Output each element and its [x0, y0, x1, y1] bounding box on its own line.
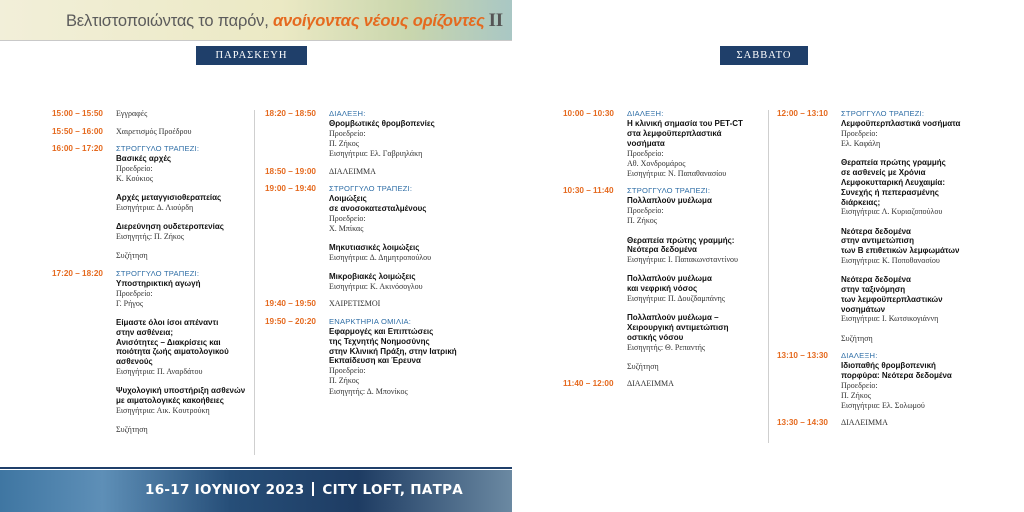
session-info: Εισηγητής: Θ. Ρεπαντής [627, 342, 706, 352]
talk-title: Λεμφοϋπερπλαστικά νοσήματα [841, 119, 961, 129]
talk-title: Αρχές μεταγγισιοθεραπείας [116, 193, 222, 203]
talk-title: Η κλινική σημασία του PET-CT [627, 119, 743, 129]
session [777, 351, 1017, 411]
session-info: Προεδρείο: [329, 129, 366, 138]
session-details [329, 184, 431, 292]
session-details [116, 127, 191, 138]
session-info: Π. Ζήκος [841, 390, 871, 400]
talk-title: Συνεχής ή πεπερασμένης [841, 187, 939, 197]
session-info: Συζήτηση [627, 361, 659, 371]
session [563, 186, 763, 372]
spacer [116, 242, 224, 251]
conference-tagline [66, 10, 503, 32]
session-info: Εισηγητής: Π. Ζήκος [116, 232, 184, 242]
session-type-label: ΣΤΡΟΓΓΥΛΟ ΤΡΑΠΕΖΙ: [116, 268, 200, 278]
session-time: 16:00 – 17:20 [52, 144, 103, 153]
session-details [329, 167, 376, 178]
session-info: ΔΙΑΛΕΙΜΜΑ [329, 166, 376, 176]
talk-title: Πολλαπλούν μυέλωμα [627, 274, 712, 284]
session-info: ΔΙΑΛΕΙΜΜΑ [627, 379, 674, 388]
session-info: Χ. Μπίκας [329, 224, 364, 234]
session-info: Εισηγήτρια: Κ. Ακινόσογλου [329, 282, 423, 292]
session-time: 11:40 – 12:00 [563, 379, 614, 388]
talk-title: των λεμφοϋπερπλαστικών [841, 294, 943, 304]
spacer [116, 377, 245, 386]
saturday-schedule-col-2 [777, 109, 1017, 436]
session-info: Προεδρείο: [329, 213, 366, 223]
spacer [329, 234, 431, 243]
session [265, 184, 505, 292]
talk-title: στην ταξινόμηση [841, 284, 906, 294]
talk-title: Νεότερα δεδομένα [841, 226, 911, 236]
talk-title: Ψυχολογική υποστήριξη ασθενών [116, 386, 246, 396]
friday-schedule-col-1 [52, 109, 250, 442]
event-venue: CITY LOFT, ΠΑΤΡΑ [322, 482, 464, 498]
session-time: 17:20 – 18:20 [52, 268, 103, 278]
talk-title: Πολλαπλούν μυέλωμα [627, 196, 712, 206]
session [563, 379, 763, 390]
spacer [329, 263, 431, 272]
talk-title: σε ασθενείς με Χρόνια [841, 168, 926, 178]
session-details [116, 144, 224, 262]
session-type-label: ΔΙΑΛΕΞΗ: [627, 109, 664, 118]
spacer [116, 416, 245, 425]
session-info: Εισηγήτρια: Λ. Κυριαζοπούλου [841, 207, 943, 217]
session-info: Ελ. Καφάλη [841, 139, 881, 149]
session-details [627, 109, 743, 179]
session-time: 10:00 – 10:30 [563, 109, 614, 118]
session-type-label: ΣΤΡΟΓΓΥΛΟ ΤΡΑΠΕΖΙ: [841, 109, 925, 118]
spacer [627, 265, 738, 274]
session-details [627, 186, 738, 372]
session-time: 15:00 – 15:50 [52, 109, 103, 118]
session [265, 167, 505, 178]
session-info: Π. Ζήκος [329, 139, 359, 149]
session-details [116, 109, 147, 120]
session-details [841, 109, 960, 344]
session-info: Εισηγητής: Δ. Μπονίκος [329, 386, 408, 396]
session-info: Προεδρείο: [329, 366, 366, 376]
talk-title: Λεμφοκυτταρική Λευχαιμία: [841, 178, 945, 187]
session-info: Π. Ζήκος [329, 376, 359, 386]
talk-title: Μικροβιακές λοιμώξεις [329, 272, 416, 282]
spacer [841, 149, 960, 158]
spacer [627, 304, 738, 313]
talk-title: της Τεχνητής Νοημοσύνης [329, 336, 430, 346]
session [265, 317, 505, 397]
session-info: Χαιρετισμός Προέδρου [116, 126, 192, 136]
saturday-schedule-col-1 [563, 109, 763, 397]
friday-schedule-col-2 [265, 109, 505, 404]
spacer [841, 325, 960, 334]
session-time: 18:50 – 19:00 [265, 166, 316, 176]
spacer [116, 213, 224, 222]
session-info: Εισηγήτρια: Π. Δουζδαμπάνης [627, 294, 725, 303]
session-time: 19:40 – 19:50 [265, 299, 316, 309]
talk-title: Λοιμώξεις [329, 194, 367, 204]
spacer [627, 227, 738, 236]
talk-title: Χειρουργική αντιμετώπιση [627, 323, 729, 332]
session-info: Προεδρείο: [627, 148, 664, 158]
talk-title: στην αντιμετώπιση [841, 236, 915, 246]
session-time: 18:20 – 18:50 [265, 109, 316, 118]
tagline-emphasis: ανοίγοντας νέους ορίζοντες [273, 12, 485, 30]
talk-title: Θεραπεία πρώτης γραμμής: [627, 235, 735, 245]
session-type-label: ΕΝΑΡΚΤΗΡΙΑ ΟΜΙΛΙΑ: [329, 316, 412, 326]
talk-title: Ιδιοπαθής θρομβοπενική [841, 360, 936, 370]
talk-title: Πολλαπλούν μυέλωμα – [627, 313, 719, 323]
session-details [329, 109, 435, 160]
session-details [116, 269, 245, 436]
talk-title: Νεότερα δεδομένα [627, 245, 697, 255]
session-type-label: ΔΙΑΛΕΞΗ: [329, 109, 366, 118]
talk-title: στα λεμφοϋπερπλαστικά [627, 129, 722, 138]
session-info: Προεδρείο: [116, 164, 153, 173]
session-info: Εισηγήτρια: Ελ. Γαβριηλάκη [329, 149, 423, 159]
session-info: Π. Ζήκος [627, 216, 657, 226]
venue-separator [312, 482, 314, 496]
talk-title: οστικής νόσου [627, 332, 684, 342]
session-type-label: ΣΤΡΟΓΓΥΛΟ ΤΡΑΠΕΖΙ: [627, 186, 711, 196]
talk-title: Διερεύνηση ουδετεροπενίας [116, 222, 224, 232]
session-time: 19:50 – 20:20 [265, 316, 316, 326]
session-details [841, 418, 888, 429]
talk-title: σε ανοσοκατεσταλμένους [329, 204, 427, 214]
session-info: Συζήτηση [116, 251, 148, 261]
session-info: Προεδρείο: [627, 206, 664, 216]
talk-title: νοσημάτων [841, 304, 886, 314]
talk-title: των Β επιθετικών λεμφωμάτων [841, 246, 960, 256]
session-info: Εισηγήτρια: Π. Αναρδάτου [116, 367, 203, 376]
session-time: 10:30 – 11:40 [563, 186, 614, 196]
talk-title: στην ασθένεια; [116, 327, 173, 337]
talk-title: Εφαρμογές και Επιπτώσεις [329, 327, 434, 337]
talk-title: Ανισότητες – Διακρίσεις και [116, 337, 221, 347]
talk-title: ασθενούς [116, 357, 153, 367]
talk-title: και νεφρική νόσος [627, 284, 698, 294]
session-info: Εγγραφές [116, 109, 148, 118]
session-info: Εισηγήτρια: Δ. Λιούρδη [116, 203, 194, 213]
talk-title: πορφύρα: Νεότερα δεδομένα [841, 370, 952, 380]
session-time: 19:00 – 19:40 [265, 184, 316, 194]
session-info: Εισηγήτρια: Κ. Ποποθανασίου [841, 255, 940, 265]
session-info: Εισηγήτρια: Δ. Δημητροπούλου [329, 253, 432, 263]
session-time: 15:50 – 16:00 [52, 126, 103, 136]
talk-title: Υποστηρικτική αγωγή [116, 278, 201, 288]
talk-title: Νεότερα δεδομένα [841, 275, 911, 285]
session-time: 13:30 – 14:30 [777, 418, 828, 428]
session-info: Γ. Ρήγος [116, 298, 143, 308]
session [52, 109, 250, 120]
session-type-label: ΣΤΡΟΓΓΥΛΟ ΤΡΑΠΕΖΙ: [116, 144, 200, 153]
session [777, 109, 1017, 344]
session-info: Κ. Κούκιος [116, 174, 153, 184]
session-type-label: ΣΤΡΟΓΓΥΛΟ ΤΡΑΠΕΖΙ: [329, 184, 413, 194]
session-type-label: ΔΙΑΛΕΞΗ: [841, 350, 878, 360]
talk-title: με αιματολογικές κακοήθειες [116, 396, 224, 405]
session [52, 144, 250, 262]
talk-title: Μηκυτιασικές λοιμώξεις [329, 243, 420, 253]
spacer [841, 218, 960, 227]
session [265, 109, 505, 160]
session [265, 299, 505, 310]
session-details [627, 379, 674, 390]
talk-title: διάρκειας; [841, 197, 881, 207]
session-info: Εισηγήτρια: Ν. Παπαθανασίου [627, 169, 727, 178]
event-dates: 16-17 ΙΟΥΝΙΟΥ 2023 [145, 482, 305, 498]
talk-title: Θρομβωτικές θρομβοπενίες [329, 119, 435, 129]
day-header-friday: ΠΑΡΑΣΚΕΥΗ [196, 46, 307, 65]
talk-title: νοσήματα [627, 138, 665, 148]
tagline-plain: Βελτιστοποιώντας το παρόν, [66, 12, 274, 30]
session-info: Συζήτηση [116, 425, 148, 434]
session-info: Εισηγήτρια: Αικ. Κουτρούκη [116, 405, 210, 415]
session-info: Αθ. Χονδρομάρος [627, 158, 686, 168]
session-info: Συζήτηση [841, 333, 873, 343]
session-details [329, 299, 380, 310]
session [563, 109, 763, 179]
talk-title: Θεραπεία πρώτης γραμμής [841, 158, 946, 168]
session-info: Εισηγήτρια: Ελ. Σολωμού [841, 400, 925, 410]
column-divider [768, 110, 769, 443]
top-divider [0, 40, 512, 41]
talk-title: στην Κλινική Πράξη, στην Ιατρική [329, 346, 457, 356]
spacer [841, 266, 960, 275]
session [777, 418, 1017, 429]
talk-title: Εκπαίδευση και Έρευνα [329, 356, 421, 366]
spacer [627, 353, 738, 362]
session-time: 12:00 – 13:10 [777, 109, 828, 118]
session-details [329, 317, 457, 397]
session-info: Εισηγήτρια: Ι. Παπακωνσταντίνου [627, 255, 739, 265]
day-header-saturday: ΣΑΒΒΑΤΟ [720, 46, 808, 65]
talk-title: ποιότητα ζωής αιματολογικού [116, 347, 229, 357]
session-details [841, 351, 952, 411]
session-info: Προεδρείο: [841, 129, 878, 138]
talk-title: Είμαστε όλοι ίσοι απέναντι [116, 318, 219, 328]
bottom-divider [0, 467, 512, 469]
session [52, 127, 250, 138]
session-time: 13:10 – 13:30 [777, 350, 828, 360]
session-info: ΔΙΑΛΕΙΜΜΑ [841, 418, 888, 428]
tagline-edition: II [488, 10, 503, 31]
spacer [116, 309, 245, 318]
column-divider [254, 110, 255, 455]
spacer [116, 184, 224, 193]
session-info: Προεδρείο: [116, 288, 153, 298]
session-info: Εισηγήτρια: Ι. Κωτσικογιάννη [841, 314, 939, 324]
talk-title: Βασικές αρχές [116, 154, 172, 164]
session-info: Προεδρείο: [841, 380, 878, 390]
session-info: ΧΑΙΡΕΤΙΣΜΟΙ [329, 299, 381, 309]
event-date-venue [145, 482, 463, 498]
session [52, 269, 250, 436]
